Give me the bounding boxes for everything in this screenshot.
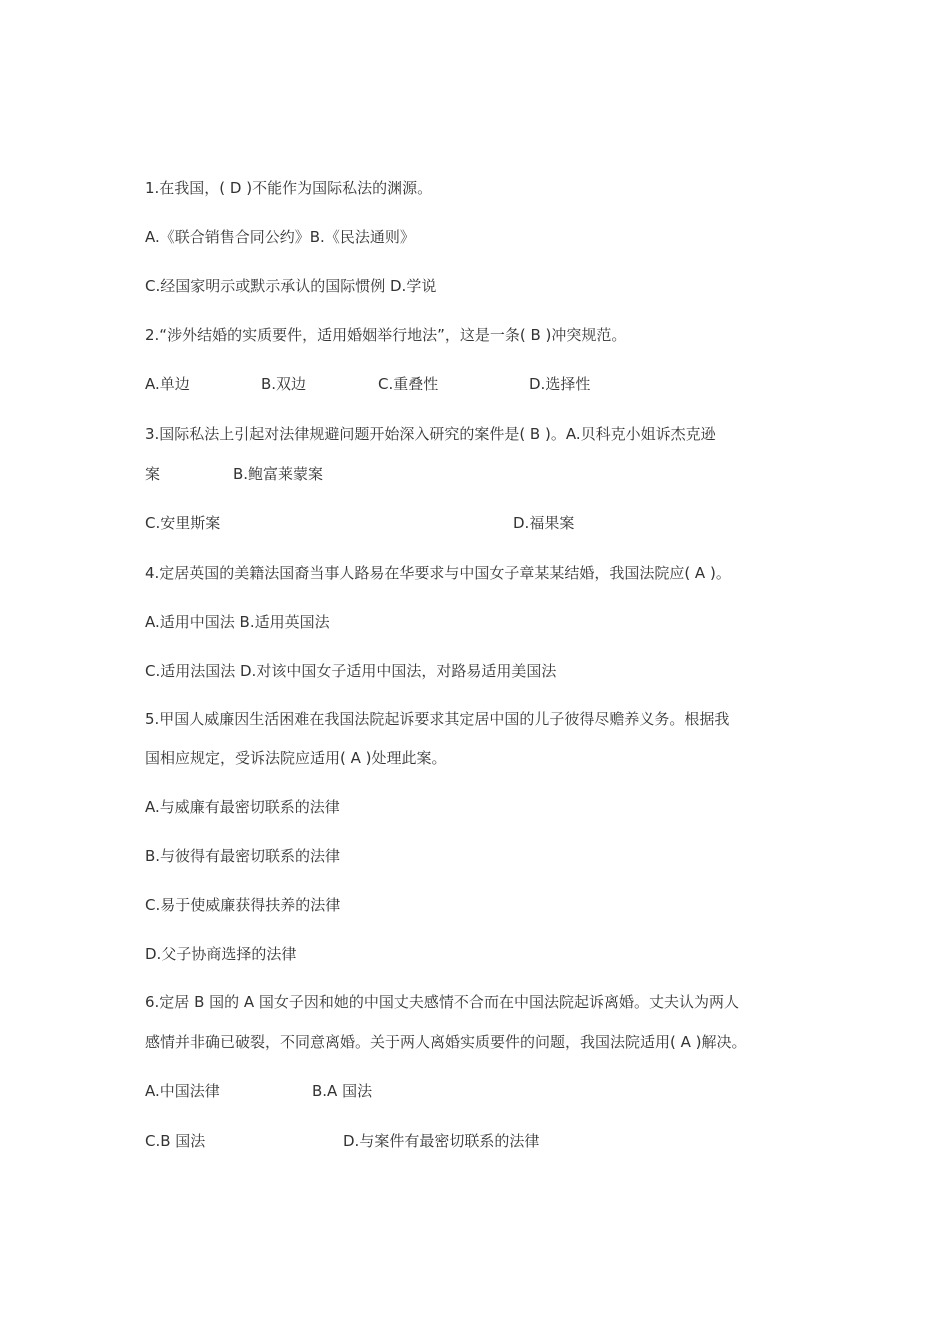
question-6-option-b: B.A 国法 bbox=[312, 1082, 373, 1100]
question-5-option-c: C.易于使威廉获得扶养的法律 bbox=[145, 896, 341, 914]
question-1-stem: 1.在我国，( D )不能作为国际私法的渊源。 bbox=[145, 179, 433, 197]
question-6-option-d: D.与案件有最密切联系的法律 bbox=[343, 1132, 540, 1150]
question-3-option-b: B.鲍富莱蒙案 bbox=[233, 465, 324, 483]
question-4-options-ab: A.适用中国法 B.适用英国法 bbox=[145, 613, 330, 631]
question-3-stem-continued: 案 bbox=[145, 465, 161, 483]
question-2-option-a: A.单边 bbox=[145, 375, 190, 393]
question-2-stem: 2.“涉外结婚的实质要件，适用婚姻举行地法”，这是一条( B )冲突规范。 bbox=[145, 326, 627, 344]
question-5-option-b: B.与彼得有最密切联系的法律 bbox=[145, 847, 341, 865]
question-5-option-a: A.与威廉有最密切联系的法律 bbox=[145, 798, 340, 816]
question-6-option-c: C.B 国法 bbox=[145, 1132, 206, 1150]
question-5-stem: 5.甲国人威廉因生活困难在我国法院起诉要求其定居中国的儿子彼得尽赡养义务。根据我 bbox=[145, 710, 730, 728]
question-6-stem-continued: 感情并非确已破裂，不同意离婚。关于两人离婚实质要件的问题，我国法院适用( A )解决。 bbox=[145, 1033, 747, 1051]
question-3-option-d: D.福果案 bbox=[513, 514, 575, 532]
question-3-option-c: C.安里斯案 bbox=[145, 514, 221, 532]
question-1-options-ab: A.《联合销售合同公约》B.《民法通则》 bbox=[145, 228, 415, 246]
question-5-option-d: D.父子协商选择的法律 bbox=[145, 945, 297, 963]
question-2-option-d: D.选择性 bbox=[529, 375, 591, 393]
question-4-stem: 4.定居英国的美籍法国裔当事人路易在华要求与中国女子章某某结婚，我国法院应( A )。 bbox=[145, 564, 731, 582]
question-5-stem-continued: 国相应规定，受诉法院应适用( A )处理此案。 bbox=[145, 749, 447, 767]
question-3-stem: 3.国际私法上引起对法律规避问题开始深入研究的案件是( B )。A.贝科克小姐诉杰克逊 bbox=[145, 425, 716, 443]
question-6-stem: 6.定居 B 国的 A 国女子因和她的中国丈夫感情不合而在中国法院起诉离婚。丈夫认为两人 bbox=[145, 993, 739, 1011]
question-2-option-b: B.双边 bbox=[261, 375, 307, 393]
question-4-options-cd: C.适用法国法 D.对该中国女子适用中国法，对路易适用美国法 bbox=[145, 662, 557, 680]
question-1-options-cd: C.经国家明示或默示承认的国际惯例 D.学说 bbox=[145, 277, 437, 295]
question-2-option-c: C.重叠性 bbox=[378, 375, 439, 393]
question-6-option-a: A.中国法律 bbox=[145, 1082, 220, 1100]
